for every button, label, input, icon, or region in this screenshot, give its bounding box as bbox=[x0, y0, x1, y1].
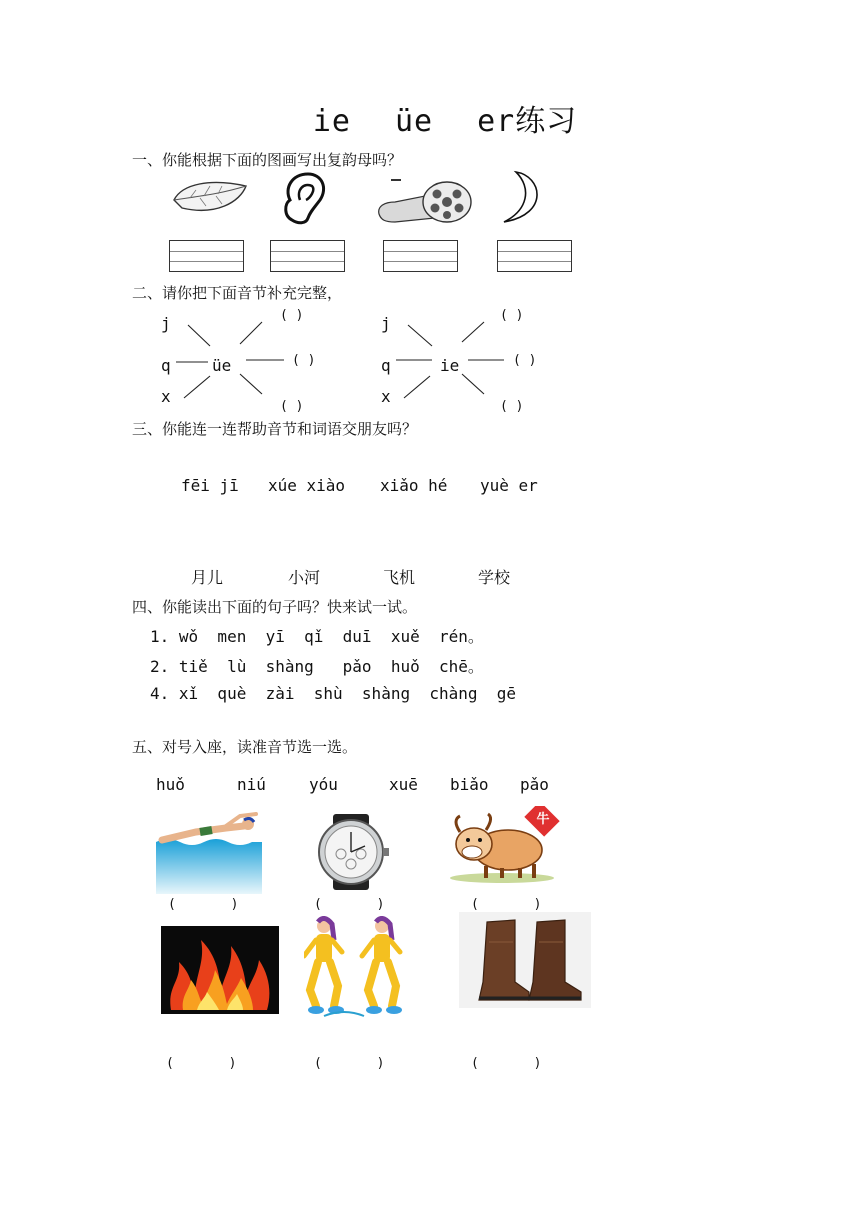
blank-right-bottom[interactable]: ( ) bbox=[500, 399, 524, 414]
runners-picture bbox=[304, 916, 416, 1022]
syllable-xiaohe[interactable]: xiǎo hé bbox=[380, 476, 448, 495]
initial-j-right: j bbox=[381, 314, 391, 333]
word-feiji[interactable]: 飞机 bbox=[383, 568, 416, 587]
question-4: 四、你能读出下面的句子吗？快来试一试。 bbox=[132, 598, 418, 616]
initial-q-left: q bbox=[161, 356, 171, 375]
syllable-xuexiao[interactable]: xúe xiào bbox=[268, 476, 346, 495]
question-1: 一、你能根据下面的图画写出复韵母吗？ bbox=[132, 151, 403, 169]
answer-blank-2[interactable]: ( ) bbox=[314, 897, 385, 912]
connector-lines bbox=[0, 0, 860, 420]
initial-x-left: x bbox=[161, 387, 171, 406]
fire-picture bbox=[161, 926, 279, 1014]
answer-blank-5[interactable]: ( ) bbox=[314, 1056, 385, 1071]
final-ie: ie bbox=[440, 356, 460, 375]
word-xuexiao[interactable]: 学校 bbox=[478, 568, 511, 587]
ox-picture bbox=[446, 806, 562, 884]
question-2: 二、请你把下面音节补充完整， bbox=[132, 284, 343, 302]
boots-picture bbox=[459, 912, 591, 1008]
blank-left-mid[interactable]: ( ) bbox=[292, 353, 316, 368]
syllable-yueer[interactable]: yuè er bbox=[480, 476, 538, 495]
blank-right-top[interactable]: ( ) bbox=[500, 308, 524, 323]
word-xiaohe[interactable]: 小河 bbox=[288, 568, 321, 587]
ox-badge: 牛 bbox=[536, 812, 550, 827]
sentence-1: 1. wǒ men yī qǐ duī xuě rén。 bbox=[150, 627, 484, 646]
sentence-2: 2. tiě lù shàng pǎo huǒ chē。 bbox=[150, 657, 484, 676]
option-you[interactable]: yóu bbox=[309, 775, 338, 794]
option-biao[interactable]: biǎo bbox=[450, 775, 489, 794]
blank-right-mid[interactable]: ( ) bbox=[513, 353, 537, 368]
sentence-3: 4. xǐ què zài shù shàng chàng gē bbox=[150, 684, 517, 703]
word-yueer[interactable]: 月儿 bbox=[191, 568, 224, 587]
answer-blank-6[interactable]: ( ) bbox=[471, 1056, 542, 1071]
answer-blank-1[interactable]: ( ) bbox=[168, 897, 239, 912]
option-pao[interactable]: pǎo bbox=[520, 775, 549, 794]
question-5: 五、对号入座，读准音节选一选。 bbox=[132, 738, 358, 756]
syllable-feiji[interactable]: fēi jī bbox=[181, 476, 239, 495]
blank-left-top[interactable]: ( ) bbox=[280, 308, 304, 323]
watch-picture bbox=[305, 814, 397, 890]
page-title: ie üe er练习 bbox=[312, 104, 578, 139]
option-xue[interactable]: xuē bbox=[389, 775, 418, 794]
answer-blank-4[interactable]: ( ) bbox=[166, 1056, 237, 1071]
option-huo[interactable]: huǒ bbox=[156, 775, 185, 794]
swimmer-picture bbox=[156, 812, 262, 894]
question-3: 三、你能连一连帮助音节和词语交朋友吗？ bbox=[132, 420, 418, 438]
answer-blank-3[interactable]: ( ) bbox=[471, 897, 542, 912]
final-ue: üe bbox=[212, 356, 232, 375]
option-niu[interactable]: niú bbox=[237, 775, 266, 794]
initial-j-left: j bbox=[161, 314, 171, 333]
initial-x-right: x bbox=[381, 387, 391, 406]
initial-q-right: q bbox=[381, 356, 391, 375]
blank-left-bottom[interactable]: ( ) bbox=[280, 399, 304, 414]
